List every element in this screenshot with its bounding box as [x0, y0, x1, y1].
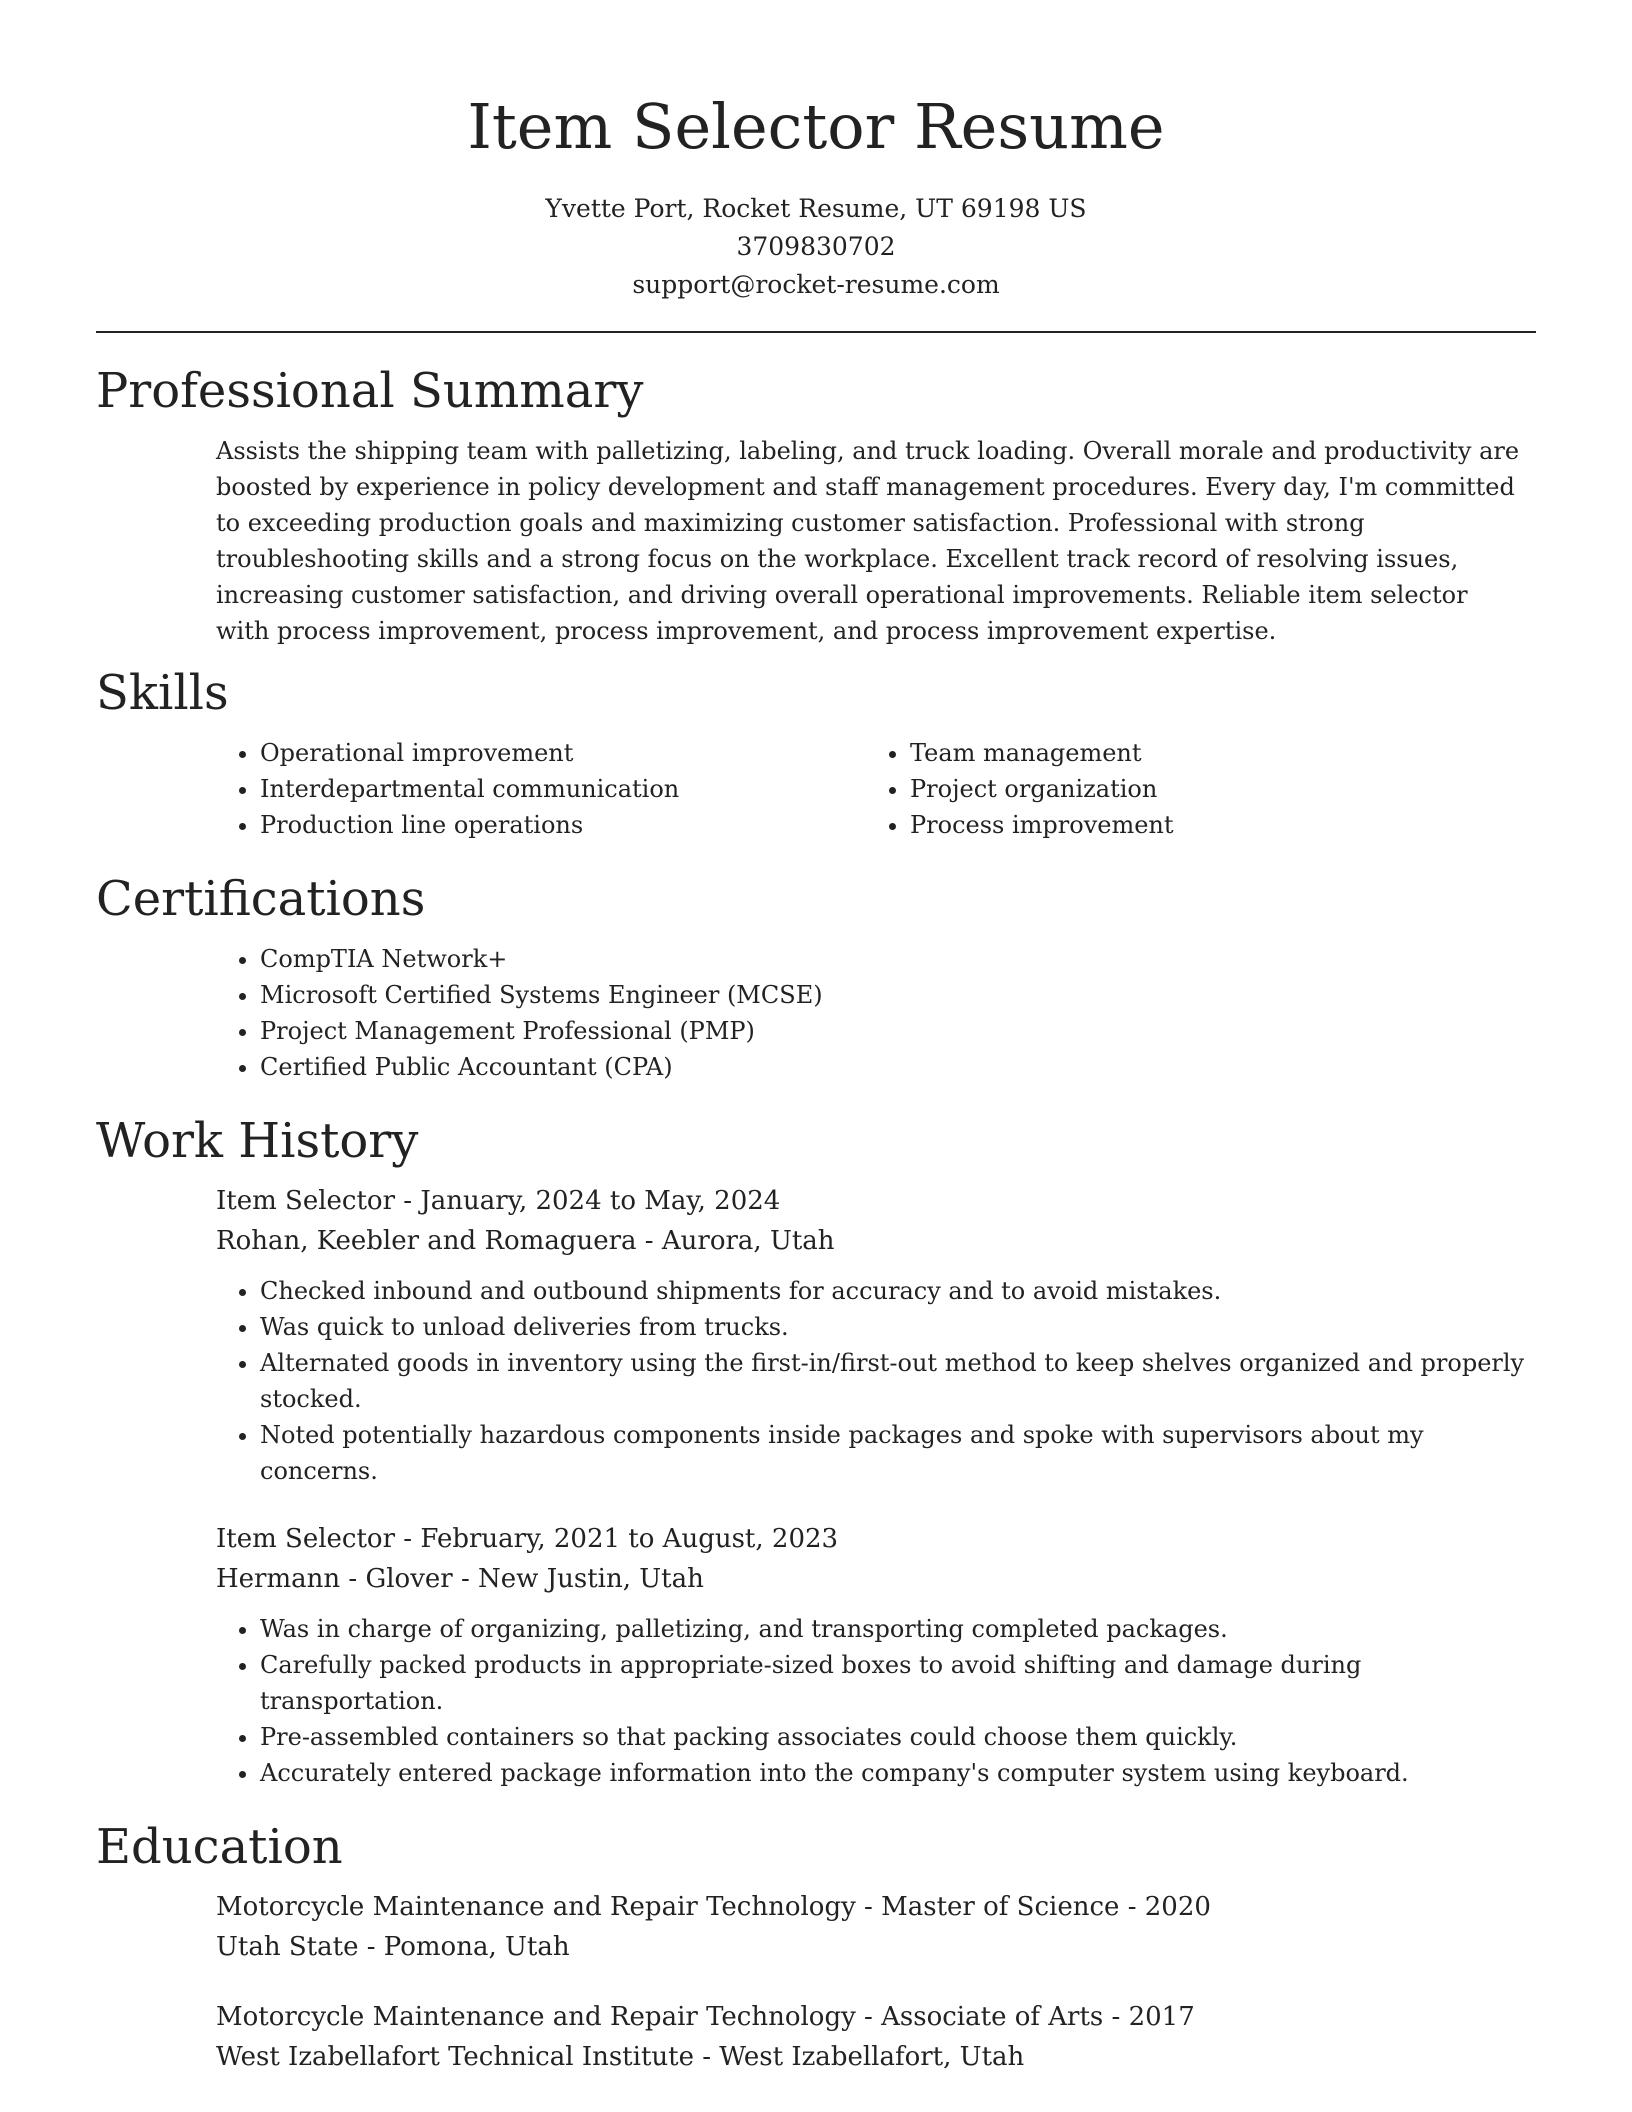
job-dates: January, 2024 to May, 2024 — [420, 1186, 781, 1216]
certification-item: • Microsoft Certified Systems Engineer (MCSE) — [260, 977, 1536, 1013]
job-org-line: Rohan, Keebler and Romaguera - Aurora, Utah — [216, 1226, 835, 1256]
job-entry — [216, 1519, 1536, 1791]
resume-header — [96, 86, 1536, 304]
education-location: West Izabellafort, Utah — [719, 2042, 1025, 2072]
job-title-line: Item Selector - January, 2024 to May, 2024 — [216, 1186, 781, 1216]
skill-item: • Process improvement — [910, 807, 1516, 843]
certifications-section — [96, 869, 1536, 1085]
skill-item: • Project organization — [910, 771, 1516, 807]
education-year: 2017 — [1128, 2002, 1195, 2032]
certification-item: • CompTIA Network+ — [260, 941, 1536, 977]
education-degree-line: Motorcycle Maintenance and Repair Technology - Associate of Arts - 2017 — [216, 2002, 1195, 2032]
education-field: Motorcycle Maintenance and Repair Technology — [216, 1892, 856, 1922]
education-degree-line: Motorcycle Maintenance and Repair Technology - Master of Science - 2020 — [216, 1892, 1211, 1922]
contact-address: Yvette Port, Rocket Resume, UT 69198 US — [545, 194, 1087, 223]
skills-columns — [216, 735, 1536, 843]
education-heading: Education — [96, 1819, 343, 1875]
skills-section — [96, 663, 1536, 843]
job-dates: February, 2021 to August, 2023 — [420, 1524, 839, 1554]
job-duties — [216, 1273, 1536, 1489]
certifications-heading: Certifications — [96, 871, 426, 927]
education-section — [96, 1817, 1536, 2077]
work-history-section — [96, 1111, 1536, 1791]
summary-text: Assists the shipping team with palletizing, labeling, and truck loading. Overall morale and productivity are boosted by experience in policy development and staff management procedures. Every day, I'm committed to exceeding production goals and maximizing customer satisfaction. Professional with strong troubleshooting skills and a strong focus on the workplace. Excellent track record of resolving issues, increasing customer satisfaction, and driving overall operational improvements. Reliable item selector with process improvement, process improvement, and process improvement expertise. — [216, 437, 1520, 645]
education-school: Utah State — [216, 1932, 359, 1962]
skills-column-left — [216, 735, 866, 843]
contact-email: support@rocket-resume.com — [632, 270, 1000, 299]
skill-item: • Operational improvement — [260, 735, 866, 771]
job-duty: • Noted potentially hazardous components inside packages and spoke with supervisors about my concerns. — [260, 1417, 1536, 1489]
education-degree: Associate of Arts — [881, 2002, 1104, 2032]
header-divider — [96, 331, 1536, 333]
certifications-list — [216, 941, 1536, 1085]
job-duty: • Pre-assembled containers so that packing associates could choose them quickly. — [260, 1719, 1536, 1755]
job-duty: • Checked inbound and outbound shipments for accuracy and to avoid mistakes. — [260, 1273, 1536, 1309]
page-title: Item Selector Resume — [467, 90, 1165, 163]
skill-item: • Team management — [910, 735, 1516, 771]
education-entry — [216, 1887, 1536, 1967]
job-company: Rohan, Keebler and Romaguera — [216, 1226, 637, 1256]
job-location: Aurora, Utah — [661, 1226, 835, 1256]
job-duty: • Was in charge of organizing, palletizing, and transporting completed packages. — [260, 1611, 1536, 1647]
job-role: Item Selector — [216, 1524, 396, 1554]
skill-item: • Production line operations — [260, 807, 866, 843]
summary-section — [96, 361, 1536, 649]
education-school: West Izabellafort Technical Institute — [216, 2042, 694, 2072]
contact-block — [96, 190, 1536, 304]
job-duty: • Carefully packed products in appropriate-sized boxes to avoid shifting and damage during transportation. — [260, 1647, 1536, 1719]
skills-heading: Skills — [96, 665, 229, 721]
work-history-heading: Work History — [96, 1113, 419, 1169]
education-degree: Master of Science — [881, 1892, 1120, 1922]
job-entry — [216, 1181, 1536, 1489]
skill-item: • Interdepartmental communication — [260, 771, 866, 807]
certification-item: • Certified Public Accountant (CPA) — [260, 1049, 1536, 1085]
job-duty: • Alternated goods in inventory using the first-in/first-out method to keep shelves organized and properly stocked. — [260, 1345, 1536, 1417]
education-school-line: West Izabellafort Technical Institute - West Izabellafort, Utah — [216, 2042, 1025, 2072]
job-role: Item Selector — [216, 1186, 396, 1216]
job-location: New Justin, Utah — [478, 1564, 704, 1594]
summary-heading: Professional Summary — [96, 363, 644, 419]
skills-column-right — [866, 735, 1516, 843]
job-org-line: Hermann - Glover - New Justin, Utah — [216, 1564, 704, 1594]
education-year: 2020 — [1144, 1892, 1211, 1922]
education-entry — [216, 1997, 1536, 2077]
job-duty: • Accurately entered package information into the company's computer system using keyboard. — [260, 1755, 1536, 1791]
job-title-line: Item Selector - February, 2021 to August, 2023 — [216, 1524, 839, 1554]
contact-phone: 3709830702 — [736, 232, 896, 261]
job-duties — [216, 1611, 1536, 1791]
certification-item: • Project Management Professional (PMP) — [260, 1013, 1536, 1049]
job-duty: • Was quick to unload deliveries from trucks. — [260, 1309, 1536, 1345]
job-company: Hermann - Glover — [216, 1564, 453, 1594]
education-field: Motorcycle Maintenance and Repair Technology — [216, 2002, 856, 2032]
education-school-line: Utah State - Pomona, Utah — [216, 1932, 570, 1962]
education-location: Pomona, Utah — [383, 1932, 570, 1962]
